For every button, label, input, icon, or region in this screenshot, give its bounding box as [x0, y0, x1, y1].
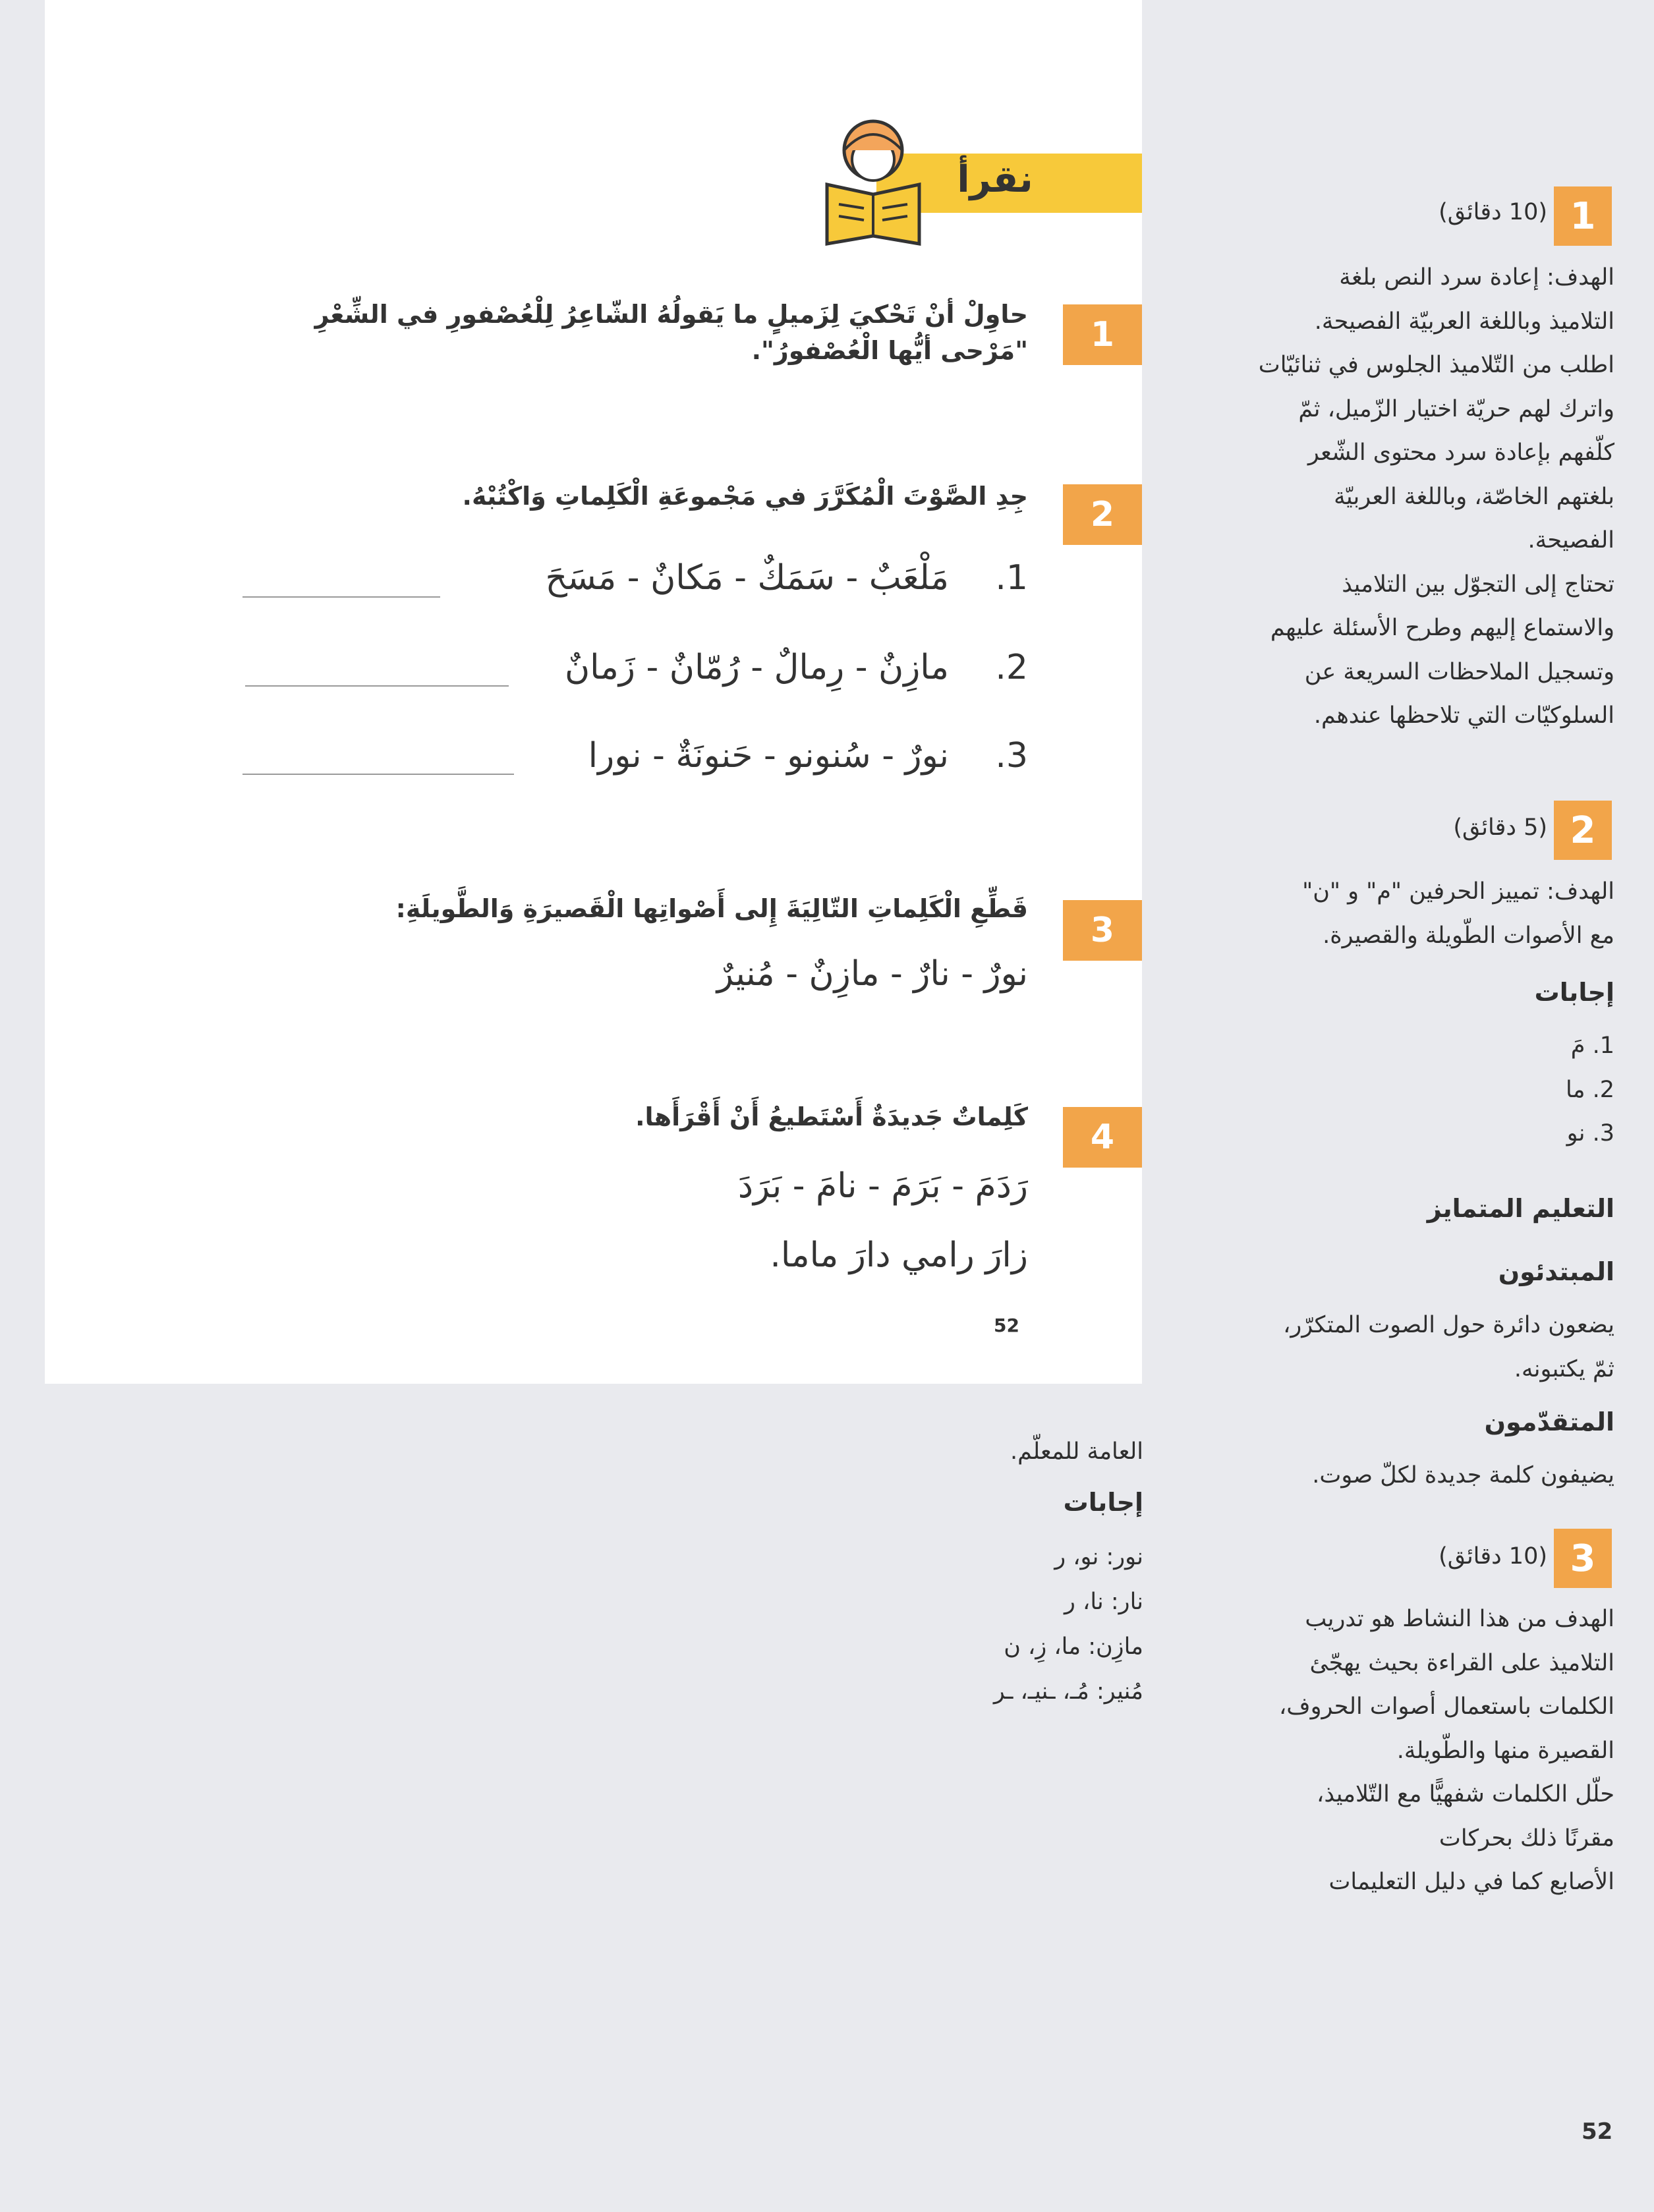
sidebar-2-lines — [1160, 870, 1614, 957]
text-line: وتسجيل الملاحظات السريعة عن — [1304, 658, 1614, 685]
sidebar-1-lines — [1160, 256, 1614, 738]
question-4-line-2: زارَ رامي دارَ ماما. — [770, 1235, 1028, 1275]
text-line: السلوكيّات التي تلاحظها عندهم. — [1313, 702, 1614, 729]
sidebar-advanced-title: المتقدّمون — [1484, 1407, 1614, 1436]
sidebar-3-lines — [1160, 1597, 1614, 1904]
text-line: حلّل الكلمات شفهيًّا مع التّلاميذ، — [1317, 1781, 1614, 1807]
sidebar-3-time: (10 دقائق) — [1439, 1543, 1547, 1570]
sidebar-diff-title: التعليم المتمايز — [1427, 1194, 1614, 1223]
left-answers-title: إجابات — [1063, 1488, 1143, 1517]
q2-item-1-index: 1. — [995, 558, 1028, 598]
left-answer-1: نور: نو، ر — [1054, 1544, 1143, 1570]
sidebar-2-answers-title: إجابات — [1534, 978, 1614, 1007]
question-3-words: نورٌ - نارٌ - مازِنٌ - مُنيرٌ — [716, 954, 1028, 994]
sidebar-1-time: (10 دقائق) — [1439, 199, 1547, 225]
left-answer-2: نار: نا، ر — [1064, 1589, 1143, 1615]
q2-item-3-words: نورٌ - سُنونو - حَنونَةٌ - نورا — [588, 736, 949, 776]
sidebar-beginners-lines — [1160, 1303, 1614, 1391]
text-line: الكلمات باستعمال أصوات الحروف، — [1278, 1693, 1614, 1720]
q2-item-3-answer-line[interactable] — [242, 774, 514, 775]
text-line: القصيرة منها والطّويلة. — [1396, 1737, 1614, 1764]
text-line: يضيفون كلمة جديدة لكلّ صوت. — [1312, 1462, 1614, 1489]
text-line: كلّفهم بإعادة سرد محتوى الشّعر — [1307, 440, 1614, 466]
q2-item-2-answer-line[interactable] — [245, 685, 509, 687]
sidebar-number-1: 1 — [1554, 186, 1612, 246]
question-number-2: 2 — [1063, 484, 1142, 545]
sidebar-number-3: 3 — [1554, 1529, 1612, 1588]
text-line: يضعون دائرة حول الصوت المتكرّر، — [1283, 1312, 1614, 1338]
text-line: تحتاج إلى التجوّل بين التلاميذ — [1342, 571, 1614, 598]
question-2-text: جِدِ الصَّوْتَ الْمُكَرَّرَ في مَجْموعَةِ الْكَلِماتِ وَاكْتُبْهُ. — [462, 482, 1028, 511]
q2-item-2-index: 2. — [995, 648, 1028, 687]
text-line: الهدف: إعادة سرد النص بلغة — [1339, 264, 1614, 291]
left-intro: العامة للمعلّم. — [1010, 1438, 1143, 1465]
text-line: مقرنًا ذلك بحركات — [1439, 1825, 1614, 1852]
page-number: 52 — [1582, 2118, 1613, 2145]
left-answer-3: مازِن: ما، زِ، ن — [1004, 1633, 1143, 1660]
question-3-text: قَطِّعِ الْكَلِماتِ التّالِيَةَ إِلى أَصْواتِها الْقَصيرَةِ وَالطَّويلَةِ: — [395, 894, 1028, 923]
text-line: واترك لهم حريّة اختيار الزّميل، ثمّ — [1298, 395, 1614, 422]
sidebar-advanced-lines — [1160, 1454, 1614, 1498]
q2-item-2-words: مازِنٌ - رِمالٌ - رُمّانٌ - زَمانٌ — [564, 648, 949, 687]
q2-item-3-index: 3. — [995, 736, 1028, 776]
text-line: اطلب من التّلاميذ الجلوس في ثنائيّات — [1258, 352, 1614, 378]
q2-item-1-words: مَلْعَبٌ - سَمَكٌ - مَكانٌ - مَسَحَ — [545, 558, 949, 598]
reading-child-icon — [820, 112, 926, 247]
question-number-1: 1 — [1063, 304, 1142, 365]
question-1-text: حاوِلْ أنْ تَحْكيَ لِزَميلٍ ما يَقولُهُ الشّاعِرُ لِلْعُصْفورِ في الشِّعْرِ "مَرْحى أيُّها الْعُصْفورُ". — [314, 300, 1028, 366]
inset-page-number: 52 — [994, 1315, 1019, 1336]
left-answer-4: مُنير: مُـ، ـنيـ، ـر — [993, 1678, 1143, 1705]
sidebar-beginners-title: المبتدئون — [1498, 1257, 1614, 1286]
q2-item-1-answer-line[interactable] — [242, 596, 440, 598]
text-line: التلاميذ وباللغة العربيّة الفصيحة. — [1314, 308, 1614, 335]
question-4-line-1: رَدَمَ - بَرَمَ - نامَ - بَرَدَ — [737, 1166, 1028, 1206]
text-line: 3. نو — [1566, 1120, 1614, 1147]
text-line: ثمّ يكتبونه. — [1514, 1355, 1614, 1382]
text-line: التلاميذ على القراءة بحيث يهجّئ — [1309, 1649, 1614, 1676]
text-line: 2. ما — [1566, 1076, 1614, 1103]
sidebar-2-time: (5 دقائق) — [1453, 814, 1547, 841]
sidebar-number-2: 2 — [1554, 801, 1612, 860]
text-line: الهدف: تمييز الحرفين "م" و "ن" — [1302, 878, 1614, 905]
text-line: بلغتهم الخاصّة، وباللغة العربيّة — [1334, 483, 1614, 510]
sidebar-2-answers — [1160, 1024, 1614, 1156]
question-number-3: 3 — [1063, 900, 1142, 961]
text-line: الفصيحة. — [1527, 527, 1614, 553]
section-title: نقرأ — [957, 158, 1033, 201]
text-line: الهدف من هذا النشاط هو تدريب — [1305, 1606, 1614, 1632]
question-4-text: كَلِماتٌ جَديدَةٌ أَسْتَطيعُ أَنْ أَقْرَأَها. — [635, 1102, 1028, 1131]
text-line: 1. مَ — [1570, 1033, 1614, 1059]
text-line: الأصابع كما في دليل التعليمات — [1328, 1869, 1614, 1895]
text-line: مع الأصوات الطّويلة والقصيرة. — [1323, 922, 1614, 949]
question-number-4: 4 — [1063, 1107, 1142, 1168]
text-line: والاستماع إليهم وطرح الأسئلة عليهم — [1270, 615, 1614, 641]
